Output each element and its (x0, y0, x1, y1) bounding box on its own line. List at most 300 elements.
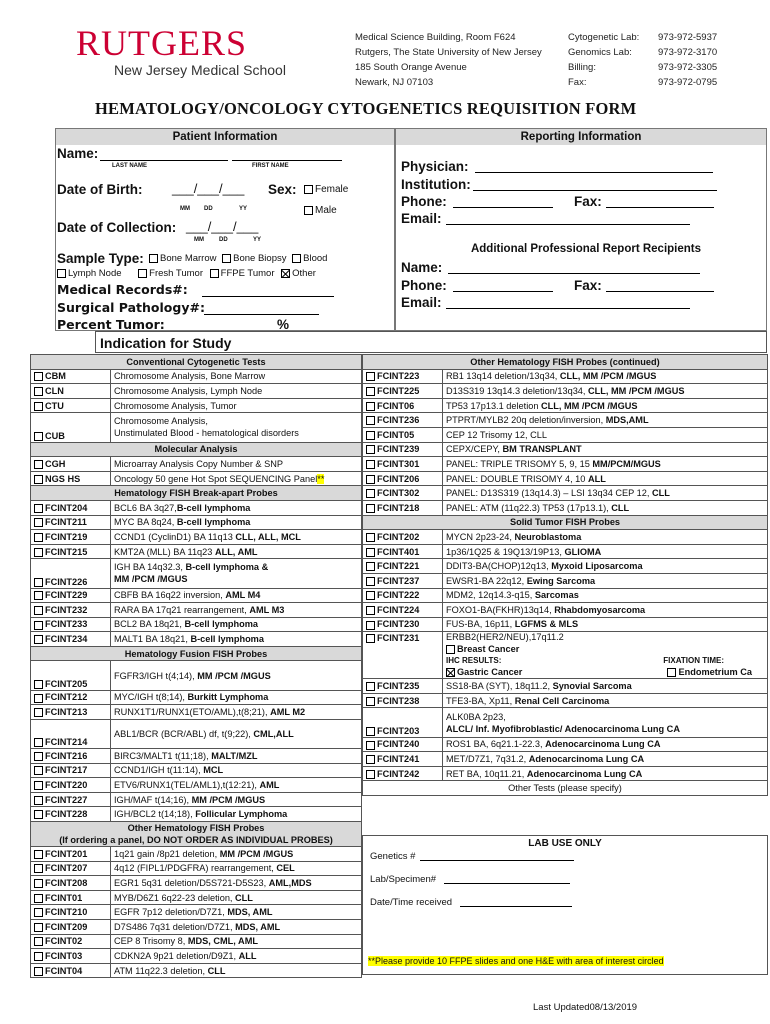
test-description (111, 807, 362, 822)
table-row (31, 719, 362, 748)
disease-label: AML,MDS (268, 877, 312, 888)
test-code-cell[interactable] (363, 530, 443, 545)
test-checkbox[interactable] (34, 923, 43, 932)
test-code-cell[interactable] (31, 369, 111, 384)
medical-records-field[interactable] (202, 283, 334, 297)
test-checkbox[interactable] (366, 431, 375, 440)
description-line (114, 370, 358, 382)
test-code: FCINT206 (377, 473, 420, 484)
lymph-node-checkbox[interactable] (57, 269, 66, 278)
test-checkbox[interactable] (366, 562, 375, 571)
description-text: TFE3-BA, Xp11, (446, 695, 515, 706)
test-description (111, 847, 362, 862)
other-checkbox[interactable] (281, 269, 290, 278)
test-description (111, 398, 362, 413)
first-name-caption: FIRST NAME (252, 163, 289, 169)
test-checkbox[interactable] (366, 634, 375, 643)
test-checkbox[interactable] (34, 694, 43, 703)
recipient-fax-field[interactable] (606, 277, 714, 292)
test-description (111, 949, 362, 964)
test-code-cell[interactable] (31, 807, 111, 822)
test-checkbox[interactable] (366, 489, 375, 498)
test-checkbox[interactable] (366, 591, 375, 600)
test-checkbox[interactable] (34, 387, 43, 396)
description-line (114, 691, 358, 703)
other-tests-row[interactable] (363, 781, 768, 796)
description-line (114, 906, 358, 918)
test-code-cell[interactable] (31, 384, 111, 399)
recipient-email-field[interactable] (446, 294, 690, 309)
test-code-cell[interactable] (363, 603, 443, 618)
test-description (111, 861, 362, 876)
fresh-tumor-checkbox[interactable] (138, 269, 147, 278)
test-description (443, 442, 768, 457)
test-checkbox[interactable] (366, 741, 375, 750)
option-label: Gastric Cancer (457, 666, 523, 677)
test-code-cell[interactable] (31, 749, 111, 764)
test-code-cell[interactable] (31, 500, 111, 515)
last-name-field[interactable] (100, 145, 228, 161)
test-code: FCINT227 (45, 794, 88, 805)
test-code-cell[interactable] (363, 617, 443, 632)
test-code-cell[interactable] (31, 530, 111, 545)
test-code-cell[interactable] (31, 919, 111, 934)
test-code-cell[interactable] (31, 934, 111, 949)
test-code-cell[interactable] (31, 471, 111, 486)
test-code: FCINT232 (45, 604, 88, 615)
disease-label: MM /PCM /MGUS (197, 670, 271, 681)
male-checkbox[interactable] (304, 206, 313, 215)
breast-cancer-option[interactable] (446, 644, 764, 656)
test-checkbox[interactable] (34, 952, 43, 961)
last-updated: Last Updated08/13/2019 (533, 1002, 638, 1013)
test-checkbox[interactable] (366, 770, 375, 779)
test-checkbox[interactable] (366, 533, 375, 542)
test-checkbox[interactable] (366, 682, 375, 691)
table-row (363, 442, 768, 457)
table-row (363, 544, 768, 559)
description-line (446, 711, 764, 723)
test-code-cell[interactable] (31, 603, 111, 618)
test-checkbox[interactable] (34, 372, 43, 381)
test-description (443, 752, 768, 767)
description-line (446, 680, 764, 692)
erbb2-title: ERBB2(HER2/NEU),17q11.2 (446, 632, 564, 643)
table-row (363, 369, 768, 384)
test-code-cell[interactable] (363, 573, 443, 588)
test-description (443, 457, 768, 472)
test-description (111, 471, 362, 486)
test-checkbox[interactable] (34, 578, 43, 587)
test-code: FCINT401 (377, 546, 420, 557)
test-checkbox[interactable] (366, 504, 375, 513)
description-text: EGFR 7p12 deletion/D7Z1, (114, 907, 228, 918)
description-line (446, 753, 764, 765)
description-line (114, 794, 358, 806)
test-checkbox[interactable] (366, 475, 375, 484)
test-checkbox[interactable] (34, 591, 43, 600)
test-checkbox[interactable] (34, 850, 43, 859)
test-checkbox[interactable] (34, 402, 43, 411)
test-code-cell[interactable] (31, 617, 111, 632)
recipient-name-field[interactable] (448, 259, 700, 274)
test-code-cell[interactable] (31, 413, 111, 442)
test-code-cell[interactable] (31, 876, 111, 891)
test-description (111, 749, 362, 764)
test-code-cell[interactable] (363, 369, 443, 384)
test-description (443, 559, 768, 574)
section-header (31, 822, 362, 847)
test-description (443, 737, 768, 752)
test-checkbox[interactable] (366, 402, 375, 411)
description-text: Oncology 50 gene Hot Spot SEQUENCING Panel (114, 473, 318, 484)
disease-label: MM /PCM /MGUS (114, 574, 188, 585)
section-title: Molecular Analysis (154, 444, 238, 455)
erbb-captions (446, 655, 764, 667)
endometrium-checkbox[interactable] (667, 668, 676, 677)
female-checkbox[interactable] (304, 185, 313, 194)
test-code-cell[interactable] (31, 544, 111, 559)
test-code: FCINT302 (377, 488, 420, 499)
test-code: FCINT203 (377, 725, 420, 736)
test-code: FCINT212 (45, 692, 88, 703)
table-row (31, 530, 362, 545)
test-checkbox[interactable] (34, 894, 43, 903)
test-code-cell[interactable] (31, 588, 111, 603)
test-code: FCINT204 (45, 502, 88, 513)
test-checkbox[interactable] (366, 445, 375, 454)
disease-label: MDS, AML (227, 907, 273, 918)
table-row (363, 708, 768, 737)
form-title: HEMATOLOGY/ONCOLOGY CYTOGENETICS REQUISITION FORM (95, 99, 637, 118)
test-checkbox[interactable] (366, 416, 375, 425)
table-row (31, 457, 362, 472)
description-text: FUS-BA, 16p11, (446, 619, 515, 630)
test-code: FCINT222 (377, 590, 420, 601)
description-text: CEPX/CEPY, (446, 444, 503, 455)
test-code-cell[interactable] (363, 632, 443, 679)
description-text: CBFB BA 16q22 inversion, (114, 590, 226, 601)
test-checkbox[interactable] (34, 432, 43, 441)
test-code-cell[interactable] (363, 486, 443, 501)
test-code-cell[interactable] (31, 559, 111, 588)
test-checkbox[interactable] (366, 621, 375, 630)
test-code: FCINT233 (45, 619, 88, 630)
description-line (446, 487, 764, 499)
test-checkbox[interactable] (34, 937, 43, 946)
description-line (114, 531, 358, 543)
test-code-cell[interactable] (31, 963, 111, 978)
description-text: Microarray Analysis Copy Number & SNP (114, 458, 283, 469)
test-code-cell[interactable] (363, 471, 443, 486)
bone-marrow-checkbox[interactable] (149, 254, 158, 263)
table-row (363, 588, 768, 603)
test-checkbox[interactable] (366, 460, 375, 469)
test-code-cell[interactable] (31, 515, 111, 530)
description-line (114, 862, 358, 874)
table-row (363, 384, 768, 399)
physician-field[interactable] (475, 158, 713, 173)
test-description (111, 559, 362, 588)
disease-label: Follicular Lymphoma (195, 809, 288, 820)
recipient-phone-field[interactable] (453, 277, 553, 292)
female-label: Female (315, 184, 349, 195)
blood-checkbox[interactable] (292, 254, 301, 263)
table-row (363, 781, 768, 796)
test-code-cell[interactable] (363, 752, 443, 767)
table-row (31, 876, 362, 891)
test-checkbox[interactable] (34, 708, 43, 717)
lab-use-header: LAB USE ONLY (528, 838, 602, 849)
contact-labels (568, 30, 639, 90)
test-checkbox[interactable] (34, 908, 43, 917)
test-description (111, 515, 362, 530)
test-code: FCINT215 (45, 546, 88, 557)
sample-row-2 (57, 268, 316, 279)
test-description (111, 617, 362, 632)
table-row (31, 963, 362, 978)
received-field[interactable] (460, 895, 572, 907)
test-description (111, 763, 362, 778)
table-row (363, 413, 768, 428)
description-line (114, 516, 358, 528)
test-code-cell[interactable] (31, 705, 111, 720)
test-checkbox[interactable] (366, 755, 375, 764)
test-code-cell[interactable] (31, 690, 111, 705)
test-checkbox[interactable] (366, 606, 375, 615)
surgical-pathology-field[interactable] (204, 301, 319, 315)
description-text: CEP 8 Trisomy 8, (114, 936, 188, 947)
reporting-info-header: Reporting Information (396, 129, 766, 145)
test-description (443, 471, 768, 486)
test-description (111, 690, 362, 705)
contact-phone: 973-972-0795 (658, 77, 718, 88)
test-code-cell[interactable] (31, 949, 111, 964)
test-description (443, 693, 768, 708)
test-description (111, 719, 362, 748)
test-checkbox[interactable] (34, 967, 43, 976)
test-checkbox[interactable] (34, 864, 43, 873)
test-code-cell[interactable] (363, 384, 443, 399)
description-line (446, 400, 764, 412)
table-row (31, 690, 362, 705)
test-code-cell[interactable] (363, 544, 443, 559)
option-label: Lymph Node (68, 268, 122, 279)
table-row (363, 427, 768, 442)
table-row (363, 617, 768, 632)
test-description (111, 544, 362, 559)
description-text: ROS1 BA, 6q21.1-22.3, (446, 739, 546, 750)
erbb-options (446, 667, 764, 679)
address-line: Newark, NJ 07103 (355, 77, 434, 88)
contact-phones (658, 30, 717, 90)
table-row (31, 705, 362, 720)
description-text: ABL1/BCR (BCR/ABL) df, t(9;22), (114, 728, 254, 739)
description-line (114, 546, 358, 558)
gastric-cancer-checkbox[interactable] (446, 668, 455, 677)
endometrium-option[interactable] (667, 667, 752, 679)
dob-label: Date of Birth: (57, 182, 143, 197)
section-header (31, 355, 362, 370)
phone-field[interactable] (453, 193, 553, 208)
table-row (31, 934, 362, 949)
description-line (114, 877, 358, 889)
test-checkbox[interactable] (34, 460, 43, 469)
test-code-cell[interactable] (31, 905, 111, 920)
test-code-cell[interactable] (363, 766, 443, 781)
test-code-cell[interactable] (363, 559, 443, 574)
test-code-cell[interactable] (363, 413, 443, 428)
table-row (363, 486, 768, 501)
recipient-fax-label: Fax: (574, 278, 602, 293)
disease-label: AML M2 (270, 707, 306, 718)
collection-field[interactable]: ___/___/___ (186, 219, 259, 234)
description-text: D7S486 7q31 deletion/D7Z1, (114, 921, 236, 932)
description-text: Chromosome Analysis, (114, 416, 208, 427)
table-row (363, 679, 768, 694)
test-checkbox[interactable] (34, 533, 43, 542)
test-code-cell[interactable] (363, 427, 443, 442)
test-code-cell[interactable] (31, 763, 111, 778)
contact-phone: 973-972-3305 (658, 62, 718, 73)
test-code-cell[interactable] (363, 708, 443, 737)
specimen-field[interactable] (444, 872, 570, 884)
test-code-cell[interactable] (31, 861, 111, 876)
test-code-cell[interactable] (31, 719, 111, 748)
female-option[interactable] (304, 184, 348, 195)
fax-field[interactable] (606, 193, 714, 208)
test-code: FCINT236 (377, 415, 420, 426)
description-line (114, 965, 358, 977)
bone-biopsy-checkbox[interactable] (222, 254, 231, 263)
description-line (114, 670, 358, 682)
test-code-cell[interactable] (363, 737, 443, 752)
description-line (446, 385, 764, 397)
breast-cancer-checkbox[interactable] (446, 645, 455, 654)
email-label: Email: (401, 211, 442, 226)
test-code: FCINT202 (377, 531, 420, 542)
description-line (446, 738, 764, 750)
test-code-cell[interactable] (31, 457, 111, 472)
indication-for-study[interactable] (95, 331, 767, 353)
dob-field[interactable]: ___/___/___ (172, 181, 245, 196)
yy-caption: YY (239, 206, 248, 212)
test-code-cell[interactable] (31, 792, 111, 807)
test-checkbox[interactable] (34, 879, 43, 888)
disease-label: ALL (587, 473, 606, 484)
test-checkbox[interactable] (34, 781, 43, 790)
test-checkbox[interactable] (34, 606, 43, 615)
test-checkbox[interactable] (34, 738, 43, 747)
test-checkbox[interactable] (34, 518, 43, 527)
recipient-name-label: Name: (401, 260, 443, 275)
gastric-cancer-option[interactable] (446, 667, 522, 679)
test-description (111, 632, 362, 647)
test-checkbox[interactable] (34, 752, 43, 761)
test-code-cell[interactable] (31, 890, 111, 905)
test-description (111, 603, 362, 618)
male-option[interactable] (304, 205, 337, 216)
test-code-cell[interactable] (31, 632, 111, 647)
ffpe-tumor-checkbox[interactable] (210, 269, 219, 278)
test-code-cell[interactable] (363, 588, 443, 603)
test-description (443, 766, 768, 781)
description-text: EWSR1-BA 22q12, (446, 575, 527, 586)
test-description (111, 890, 362, 905)
test-code-cell[interactable] (363, 398, 443, 413)
description-text: MET/D7Z1, 7q31.2, (446, 754, 529, 765)
test-checkbox[interactable] (34, 548, 43, 557)
test-checkbox[interactable] (34, 766, 43, 775)
percent-tumor-field[interactable] (160, 318, 275, 332)
description-text: TP53 17p13.1 deletion (446, 400, 542, 411)
test-code-cell[interactable] (31, 847, 111, 862)
test-code-cell[interactable] (363, 693, 443, 708)
test-checkbox[interactable] (34, 635, 43, 644)
email-field[interactable] (446, 210, 690, 225)
footnote-mark: ** (317, 473, 325, 484)
test-checkbox[interactable] (34, 796, 43, 805)
test-checkbox[interactable] (366, 387, 375, 396)
test-checkbox[interactable] (366, 577, 375, 586)
description-text: CEP 12 Trisomy 12, CLL (446, 429, 547, 440)
genetics-field[interactable] (420, 849, 574, 861)
disease-label: CLL (611, 502, 630, 513)
disease-label: B-cell lymphoma (176, 502, 251, 513)
test-code-cell[interactable] (31, 778, 111, 793)
description-text: PTPRT/MYLB2 20q deletion/inversion, (446, 415, 606, 426)
test-code-cell[interactable] (31, 661, 111, 690)
test-code-cell[interactable] (363, 442, 443, 457)
description-text: MYC BA 8q24, (114, 517, 177, 528)
recipient-phone-label: Phone: (401, 278, 447, 293)
test-code-cell[interactable] (363, 500, 443, 515)
description-line (446, 768, 764, 780)
table-row (31, 632, 362, 647)
institution-field[interactable] (473, 176, 717, 191)
test-code-cell[interactable] (31, 398, 111, 413)
contact-label: Billing: (568, 62, 596, 73)
ihc-results-label: IHC RESULTS: (446, 656, 502, 666)
description-text: BCL6 BA 3q27, (114, 502, 177, 513)
test-checkbox[interactable] (366, 727, 375, 736)
description-text: FGFR3/IGH t(4;14), (114, 670, 198, 681)
test-checkbox[interactable] (34, 504, 43, 513)
table-row (31, 355, 362, 370)
description-text: MDM2, 12q14.3-q15, (446, 590, 535, 601)
test-checkbox[interactable] (34, 475, 43, 484)
test-code: CGH (45, 458, 66, 469)
test-code-cell[interactable] (363, 457, 443, 472)
table-row (363, 737, 768, 752)
test-checkbox[interactable] (34, 680, 43, 689)
description-line (114, 415, 358, 427)
table-row (31, 413, 362, 442)
test-checkbox[interactable] (34, 810, 43, 819)
description-text: D13S319 13q14.3 deletion/13q34, (446, 385, 589, 396)
disease-label: Ewing Sarcoma (526, 575, 596, 586)
test-checkbox[interactable] (366, 697, 375, 706)
test-checkbox[interactable] (366, 548, 375, 557)
test-code-cell[interactable] (363, 679, 443, 694)
test-checkbox[interactable] (366, 372, 375, 381)
test-checkbox[interactable] (34, 621, 43, 630)
contact-phone: 973-972-5937 (658, 32, 718, 43)
test-description (111, 384, 362, 399)
option-label: Fresh Tumor (149, 268, 204, 279)
first-name-field[interactable] (232, 145, 342, 161)
test-code: FCINT234 (45, 634, 88, 645)
